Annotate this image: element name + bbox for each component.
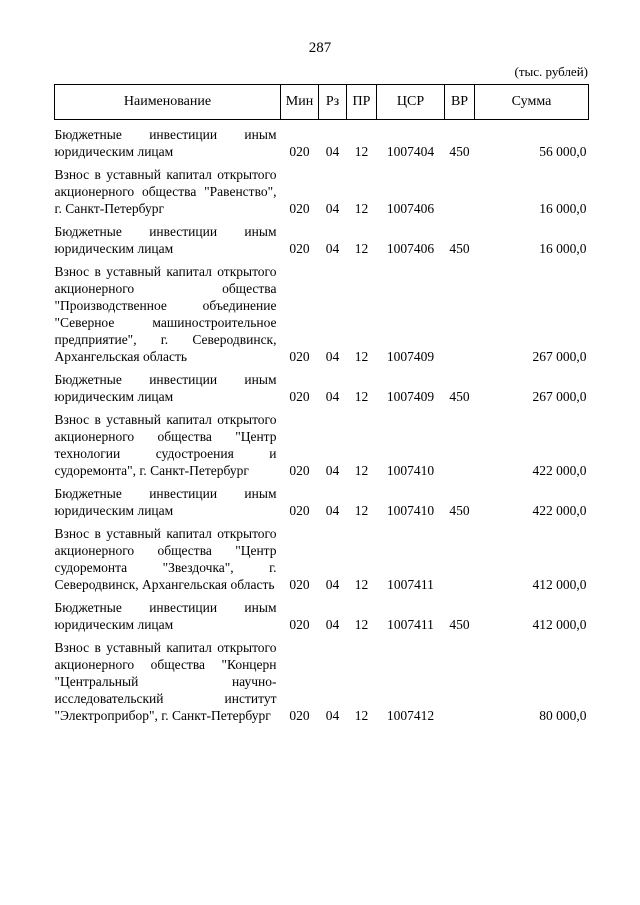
table-row [55,519,589,593]
row-min: 020 [289,389,310,404]
header-vr: ВР [445,85,475,120]
table-row [55,257,589,365]
row-name: Бюджетные инвестиции иным юридическим лицам [54,600,277,632]
units-label: (тыс. рублей) [514,64,588,79]
row-name: Взнос в уставный капитал открытого акционерного общества "Равенство", г. Санкт-Петербург [54,167,277,216]
row-csr: 1007410 [386,503,435,518]
row-rz: 04 [325,503,340,518]
table-row [55,633,589,724]
row-sum: 422 000,0 [532,463,587,478]
row-min: 020 [289,144,310,159]
row-csr: 1007411 [387,577,434,592]
row-name: Взнос в уставный капитал открытого акционерного общества "Производственное объединение "Северное машиностроительное предприятие", г. Северодвинск, Архангельская область [54,264,277,364]
row-rz: 04 [325,617,340,632]
row-name: Бюджетные инвестиции иным юридическим лицам [54,127,277,159]
row-vr: 450 [449,241,470,256]
row-sum: 16 000,0 [539,201,587,216]
row-sum: 267 000,0 [532,349,587,364]
row-vr: 450 [449,503,470,518]
row-min: 020 [289,349,310,364]
table-body [55,120,589,725]
row-vr [445,160,475,217]
row-name: Взнос в уставный капитал открытого акционерного общества "Центр технологии судостроения и судоремонта", г. Санкт-Петербург [54,412,277,478]
row-min: 020 [289,463,310,478]
row-pr: 12 [354,708,369,723]
row-csr: 1007409 [386,389,435,404]
row-sum: 16 000,0 [539,241,587,256]
header-min: Мин [281,85,319,120]
table-row [55,120,589,161]
row-vr: 450 [449,617,470,632]
row-pr: 12 [354,577,369,592]
header-rz: Рз [319,85,347,120]
header-name: Наименование [55,85,281,120]
row-min: 020 [289,708,310,723]
row-csr: 1007410 [386,463,435,478]
row-sum: 412 000,0 [532,577,587,592]
page-number: 287 [308,40,332,56]
row-sum: 422 000,0 [532,503,587,518]
row-vr [445,633,475,724]
row-sum: 267 000,0 [532,389,587,404]
header-pr: ПР [347,85,377,120]
row-min: 020 [289,617,310,632]
row-vr [445,257,475,365]
row-min: 020 [289,503,310,518]
row-rz: 04 [325,241,340,256]
row-rz: 04 [325,144,340,159]
row-pr: 12 [354,201,369,216]
row-sum: 80 000,0 [539,708,587,723]
row-name: Бюджетные инвестиции иным юридическим лицам [54,486,277,518]
budget-table [54,84,589,724]
row-rz: 04 [325,389,340,404]
row-pr: 12 [354,617,369,632]
header-csr: ЦСР [377,85,445,120]
table-row [55,365,589,405]
row-pr: 12 [354,144,369,159]
row-min: 020 [289,241,310,256]
row-pr: 12 [354,389,369,404]
row-pr: 12 [354,463,369,478]
row-sum: 56 000,0 [539,144,587,159]
row-pr: 12 [354,241,369,256]
row-pr: 12 [354,503,369,518]
table-row [55,160,589,217]
table-row [55,217,589,257]
row-vr: 450 [449,389,470,404]
row-rz: 04 [325,349,340,364]
row-rz: 04 [325,463,340,478]
row-pr: 12 [354,349,369,364]
row-csr: 1007409 [386,349,435,364]
row-min: 020 [289,577,310,592]
row-rz: 04 [325,577,340,592]
row-min: 020 [289,201,310,216]
row-name: Бюджетные инвестиции иным юридическим лицам [54,224,277,256]
row-vr: 450 [449,144,470,159]
row-name: Бюджетные инвестиции иным юридическим лицам [54,372,277,404]
row-rz: 04 [325,201,340,216]
row-sum: 412 000,0 [532,617,587,632]
header-sum: Сумма [475,85,589,120]
row-name: Взнос в уставный капитал открытого акционерного общества "Центр судоремонта "Звездочка", г. Северодвинск, Архангельская область [54,526,277,592]
row-vr [445,519,475,593]
row-vr [445,405,475,479]
row-name: Взнос в уставный капитал открытого акционерного общества "Концерн "Центральный научно-исследовательский институт "Электроприбор", г. Санкт-Петербург [54,640,277,723]
table-row [55,479,589,519]
table-row [55,593,589,633]
row-csr: 1007411 [387,617,434,632]
row-csr: 1007406 [386,201,435,216]
table-row [55,405,589,479]
row-csr: 1007412 [386,708,435,723]
row-csr: 1007406 [386,241,435,256]
table-header [55,85,589,120]
row-csr: 1007404 [386,144,435,159]
row-rz: 04 [325,708,340,723]
